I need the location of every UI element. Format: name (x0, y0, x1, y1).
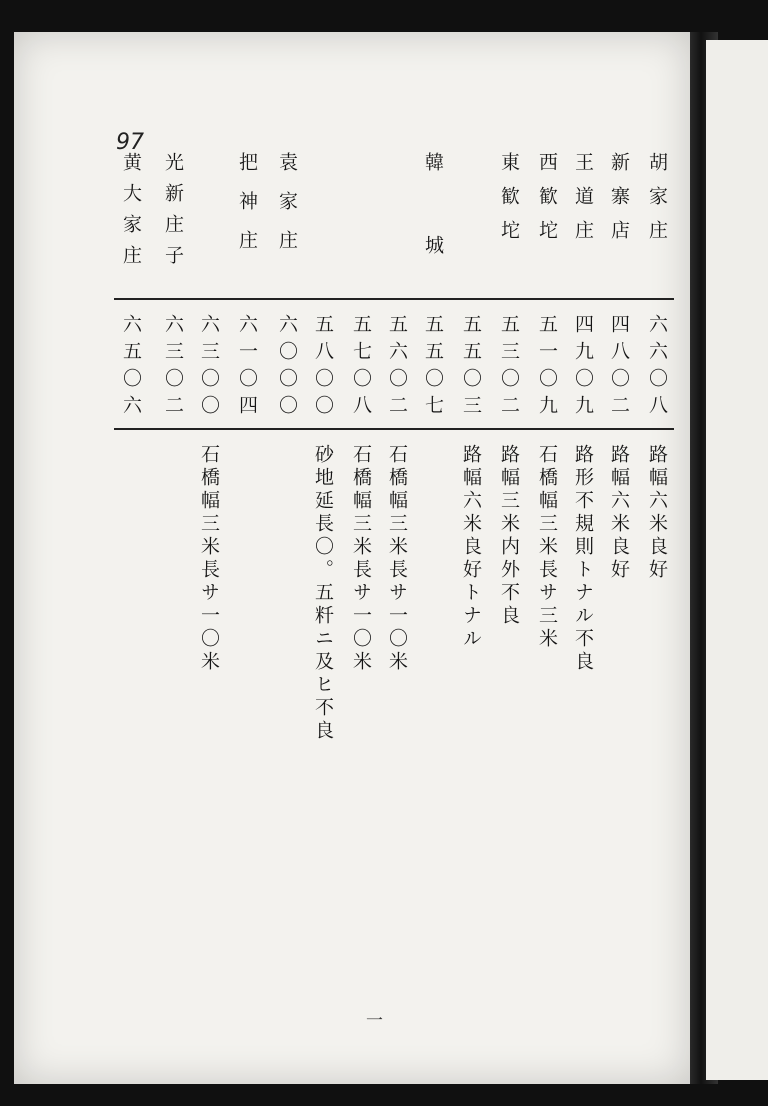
distance-value: 五五〇三 (460, 314, 482, 422)
remark: 路幅三米内外不良 (498, 444, 520, 628)
distance-value: 六五〇六 (120, 314, 142, 422)
remark: 石橋幅三米長サ三米 (536, 444, 558, 651)
remark: 石橋幅三米長サ一〇米 (198, 444, 220, 674)
remark: 路幅六米良好 (608, 444, 630, 582)
distance-value: 五七〇八 (350, 314, 372, 422)
distance-value: 六三〇〇 (198, 314, 220, 422)
village-name: 把神庄 (236, 152, 258, 269)
remark: 路形不規則トナル不良 (572, 444, 594, 674)
village-name: 東歓坨 (498, 152, 520, 254)
distance-value: 五三〇二 (498, 314, 520, 422)
distance-value: 五一〇九 (536, 314, 558, 422)
village-name: 光新庄子 (162, 152, 184, 276)
folio-mark: 一 (366, 1011, 383, 1031)
village-name: 西歓坨 (536, 152, 558, 254)
distance-value: 四八〇二 (608, 314, 630, 422)
distance-value: 五六〇二 (386, 314, 408, 422)
distance-value: 四九〇九 (572, 314, 594, 422)
remark: 石橋幅三米長サ一〇米 (350, 444, 372, 674)
remark: 石橋幅三米長サ一〇米 (386, 444, 408, 674)
distance-value: 六一〇四 (236, 314, 258, 422)
village-name: 黄大家庄 (120, 152, 142, 276)
village-name: 韓城 (422, 152, 444, 318)
village-name: 新寨店 (608, 152, 630, 254)
distance-value: 五五〇七 (422, 314, 444, 422)
village-name: 袁家庄 (276, 152, 298, 269)
document-page (14, 32, 690, 1084)
handwritten-page-number: 97 (116, 130, 144, 155)
divider-line (114, 298, 674, 300)
village-name: 王道庄 (572, 152, 594, 254)
remark: 路幅六米良好 (646, 444, 668, 582)
distance-value: 六三〇二 (162, 314, 184, 422)
distance-value: 六六〇八 (646, 314, 668, 422)
remark: 砂地延長〇。五粁ニ及ヒ不良 (312, 444, 334, 743)
village-name: 胡家庄 (646, 152, 668, 254)
remark: 路幅六米良好トナル (460, 444, 482, 651)
divider-line (114, 428, 674, 430)
distance-value: 五八〇〇 (312, 314, 334, 422)
distance-value: 六〇〇〇 (276, 314, 298, 422)
adjacent-page-edge (706, 40, 768, 1080)
